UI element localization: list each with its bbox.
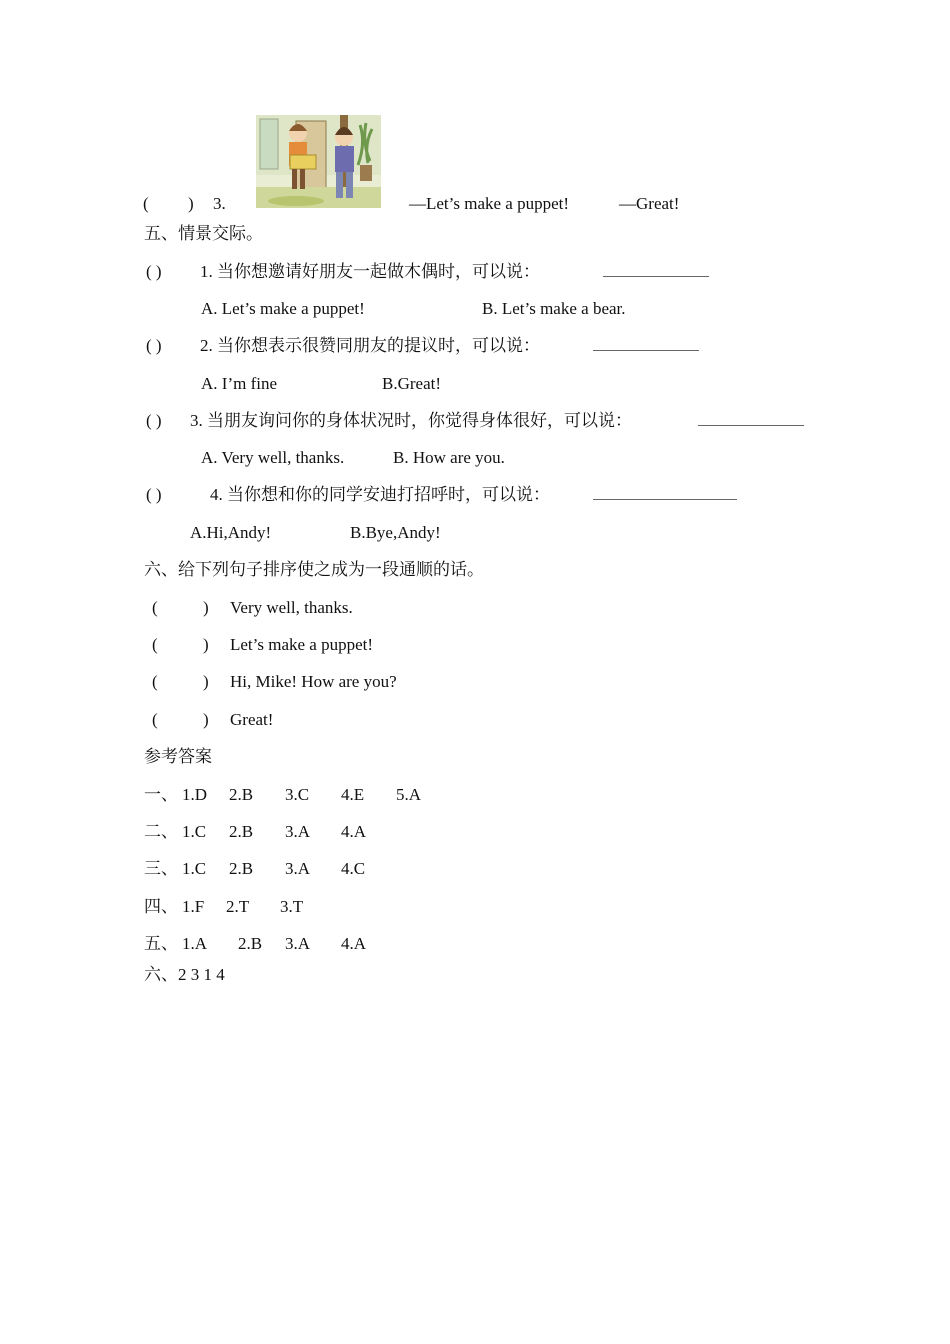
s5-q3-prompt: 3. 当朋友询问你的身体状况时，你觉得身体很好，可以说： (190, 411, 632, 430)
s6-item4-paren-open: ( (152, 710, 158, 729)
s6-item2-text: Let’s make a puppet! (230, 635, 374, 654)
s5-q4-answer-blank[interactable] (593, 485, 737, 500)
s5-q4-paren: ( ) (146, 485, 162, 504)
answer-1-4: 4.E (341, 785, 365, 804)
answer-3-4: 4.C (341, 859, 366, 878)
answer-key-heading: 参考答案 (144, 747, 212, 766)
answer-line-3 (144, 859, 178, 879)
answer-5-2: 2.B (238, 934, 263, 953)
q3-paren-close: ) (188, 194, 194, 213)
s6-item4-text: Great! (230, 710, 274, 729)
answer-2-2: 2.B (229, 822, 254, 841)
s6-item4-paren-close: ) (203, 710, 209, 729)
answer-1-5: 5.A (396, 785, 422, 804)
s5-q4-option-b: B.Bye,Andy! (350, 523, 441, 542)
answer-5-1: 1.A (182, 934, 208, 953)
illustration-children-at-door-icon (256, 115, 381, 208)
section5-heading: 五、情景交际。 (144, 224, 263, 243)
s6-item3-paren-close: ) (203, 672, 209, 691)
s6-item3-text: Hi, Mike! How are you? (230, 672, 397, 691)
s5-q2-option-b: B.Great! (382, 374, 442, 393)
q3-paren-open: ( (143, 194, 149, 213)
s6-item2-paren-open: ( (152, 635, 158, 654)
answer-3-3: 3.A (285, 859, 311, 878)
answer-line-1-label: 一、 (144, 785, 178, 804)
answer-4-3: 3.T (280, 897, 304, 916)
s5-q1-answer-blank[interactable] (603, 262, 709, 277)
answer-2-4: 4.A (341, 822, 367, 841)
answer-5-3: 3.A (285, 934, 311, 953)
s5-q1-prompt: 1. 当你想邀请好朋友一起做木偶时，可以说： (200, 262, 540, 281)
answer-line-2 (144, 822, 178, 842)
answer-1-3: 3.C (285, 785, 310, 804)
section6-heading: 六、给下列句子排序使之成为一段通顺的话。 (144, 560, 484, 579)
answer-3-2: 2.B (229, 859, 254, 878)
s5-q4-prompt: 4. 当你想和你的同学安迪打招呼时，可以说： (210, 485, 550, 504)
answer-line-5 (144, 934, 178, 954)
answer-5-4: 4.A (341, 934, 367, 953)
s5-q3-option-b: B. How are you. (393, 448, 505, 467)
answer-1-1: 1.D (182, 785, 208, 804)
s6-item2-paren-close: ) (203, 635, 209, 654)
answer-3-1: 1.C (182, 859, 207, 878)
answer-line-4 (144, 897, 178, 917)
s5-q3-paren: ( ) (146, 411, 162, 430)
answer-1-2: 2.B (229, 785, 254, 804)
s5-q4-option-a: A.Hi,Andy! (190, 523, 272, 542)
s5-q2-answer-blank[interactable] (593, 336, 699, 351)
answer-line-2-label: 二、 (144, 822, 178, 841)
s6-item3-paren-open: ( (152, 672, 158, 691)
answer-2-3: 3.A (285, 822, 311, 841)
s6-item1-text: Very well, thanks. (230, 598, 353, 617)
answer-line-6: 六、2 3 1 4 (144, 965, 225, 984)
q3-number: 3. (213, 194, 226, 213)
answer-4-1: 1.F (182, 897, 205, 916)
q3-dialog-line-2: —Great! (619, 194, 680, 213)
answer-line-1 (144, 785, 178, 805)
answer-2-1: 1.C (182, 822, 207, 841)
s6-item1-paren-open: ( (152, 598, 158, 617)
s6-item1-paren-close: ) (203, 598, 209, 617)
s5-q2-prompt: 2. 当你想表示很赞同朋友的提议时，可以说： (200, 336, 540, 355)
answer-line-5-label: 五、 (144, 934, 178, 953)
answer-4-2: 2.T (226, 897, 250, 916)
s5-q2-option-a: A. I’m fine (201, 374, 278, 393)
s5-q1-option-b: B. Let’s make a bear. (482, 299, 626, 318)
s5-q3-option-a: A. Very well, thanks. (201, 448, 345, 467)
s5-q1-option-a: A. Let’s make a puppet! (201, 299, 365, 318)
answer-line-4-label: 四、 (144, 897, 178, 916)
answer-line-3-label: 三、 (144, 859, 178, 878)
s5-q3-answer-blank[interactable] (698, 411, 804, 426)
q3-dialog-line-1: —Let’s make a puppet! (409, 194, 570, 213)
s5-q2-paren: ( ) (146, 336, 162, 355)
s5-q1-paren: ( ) (146, 262, 162, 281)
